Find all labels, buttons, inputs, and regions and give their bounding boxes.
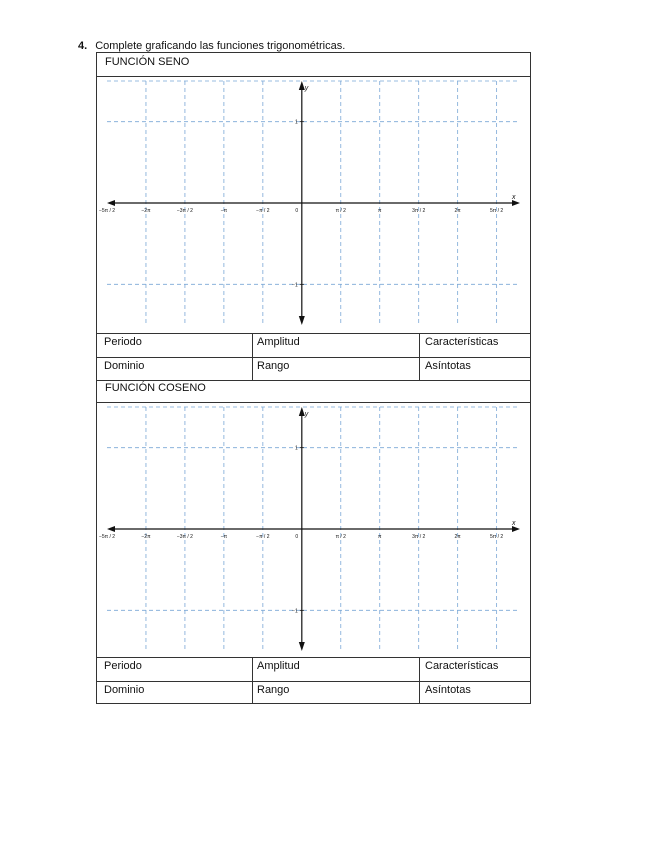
y-axis-label: y: [304, 411, 309, 418]
x-tick-label: 3π / 2: [412, 534, 426, 540]
table-cell-rango: Rango: [257, 360, 290, 372]
instruction-text: Complete graficando las funciones trigonométricas.: [95, 40, 346, 52]
divider: [97, 657, 531, 658]
divider: [419, 333, 420, 380]
divider: [419, 657, 420, 704]
table-cell-caracteristicas: Características: [425, 660, 499, 672]
x-tick-label: 5π / 2: [490, 208, 504, 214]
x-axis-label: x: [512, 520, 516, 527]
y-tick-label: −1: [292, 608, 298, 615]
x-tick-label: −5π / 2: [98, 208, 116, 214]
divider: [252, 333, 253, 380]
table-cell-periodo: Periodo: [104, 336, 142, 348]
x-tick-label: π: [378, 534, 382, 540]
table-cell-amplitud: Amplitud: [257, 336, 300, 348]
divider: [252, 657, 253, 704]
x-tick-label: −2π: [141, 534, 151, 540]
table-cell-periodo: Periodo: [104, 660, 142, 672]
x-tick-label: π / 2: [335, 534, 346, 540]
section-title-cosine: FUNCIÓN COSENO: [105, 382, 206, 394]
table-cell-dominio: Dominio: [104, 360, 145, 372]
x-tick-label: 5π / 2: [490, 534, 504, 540]
divider: [97, 681, 531, 682]
x-tick-label: −5π / 2: [98, 534, 116, 540]
x-tick-label: 3π / 2: [412, 208, 426, 214]
divider: [97, 333, 531, 334]
table-cell-amplitud: Amplitud: [257, 660, 300, 672]
x-tick-label: −π: [220, 534, 228, 540]
x-tick-label: π: [378, 208, 382, 214]
y-tick-label: 1: [295, 119, 298, 126]
table-cell-asintotas: Asíntotas: [425, 360, 471, 372]
table-cell-dominio: Dominio: [104, 684, 145, 696]
x-tick-label: π / 2: [335, 208, 346, 214]
instruction-number: 4.: [78, 40, 88, 52]
x-tick-label: −2π: [141, 208, 151, 214]
x-tick-label: −3π / 2: [176, 208, 193, 214]
x-tick-label: −3π / 2: [176, 534, 193, 540]
x-tick-label: 2π: [454, 534, 461, 540]
y-axis-arrow-down: [299, 642, 305, 651]
x-axis-label: x: [512, 194, 516, 201]
x-tick-label: 0: [295, 208, 299, 214]
cosine-graph: [98, 403, 526, 659]
x-tick-label: 0: [295, 534, 299, 540]
sine-graph: [98, 77, 526, 333]
table-cell-caracteristicas: Características: [425, 336, 499, 348]
worksheet-frame: [96, 52, 531, 704]
y-axis-label: y: [304, 85, 309, 92]
y-axis-arrow-down: [299, 316, 305, 325]
x-tick-label: 2π: [454, 208, 461, 214]
x-tick-label: −π: [220, 208, 228, 214]
y-tick-label: 1: [295, 445, 298, 452]
table-cell-asintotas: Asíntotas: [425, 684, 471, 696]
instruction: [78, 40, 345, 52]
x-axis-arrow-left: [107, 526, 115, 532]
x-tick-label: −π / 2: [256, 208, 270, 214]
divider: [97, 380, 531, 381]
divider: [97, 357, 531, 358]
table-cell-rango: Rango: [257, 684, 290, 696]
x-tick-label: −π / 2: [256, 534, 270, 540]
y-tick-label: −1: [292, 282, 298, 289]
x-axis-arrow-left: [107, 200, 115, 206]
section-title-sine: FUNCIÓN SENO: [105, 56, 190, 68]
